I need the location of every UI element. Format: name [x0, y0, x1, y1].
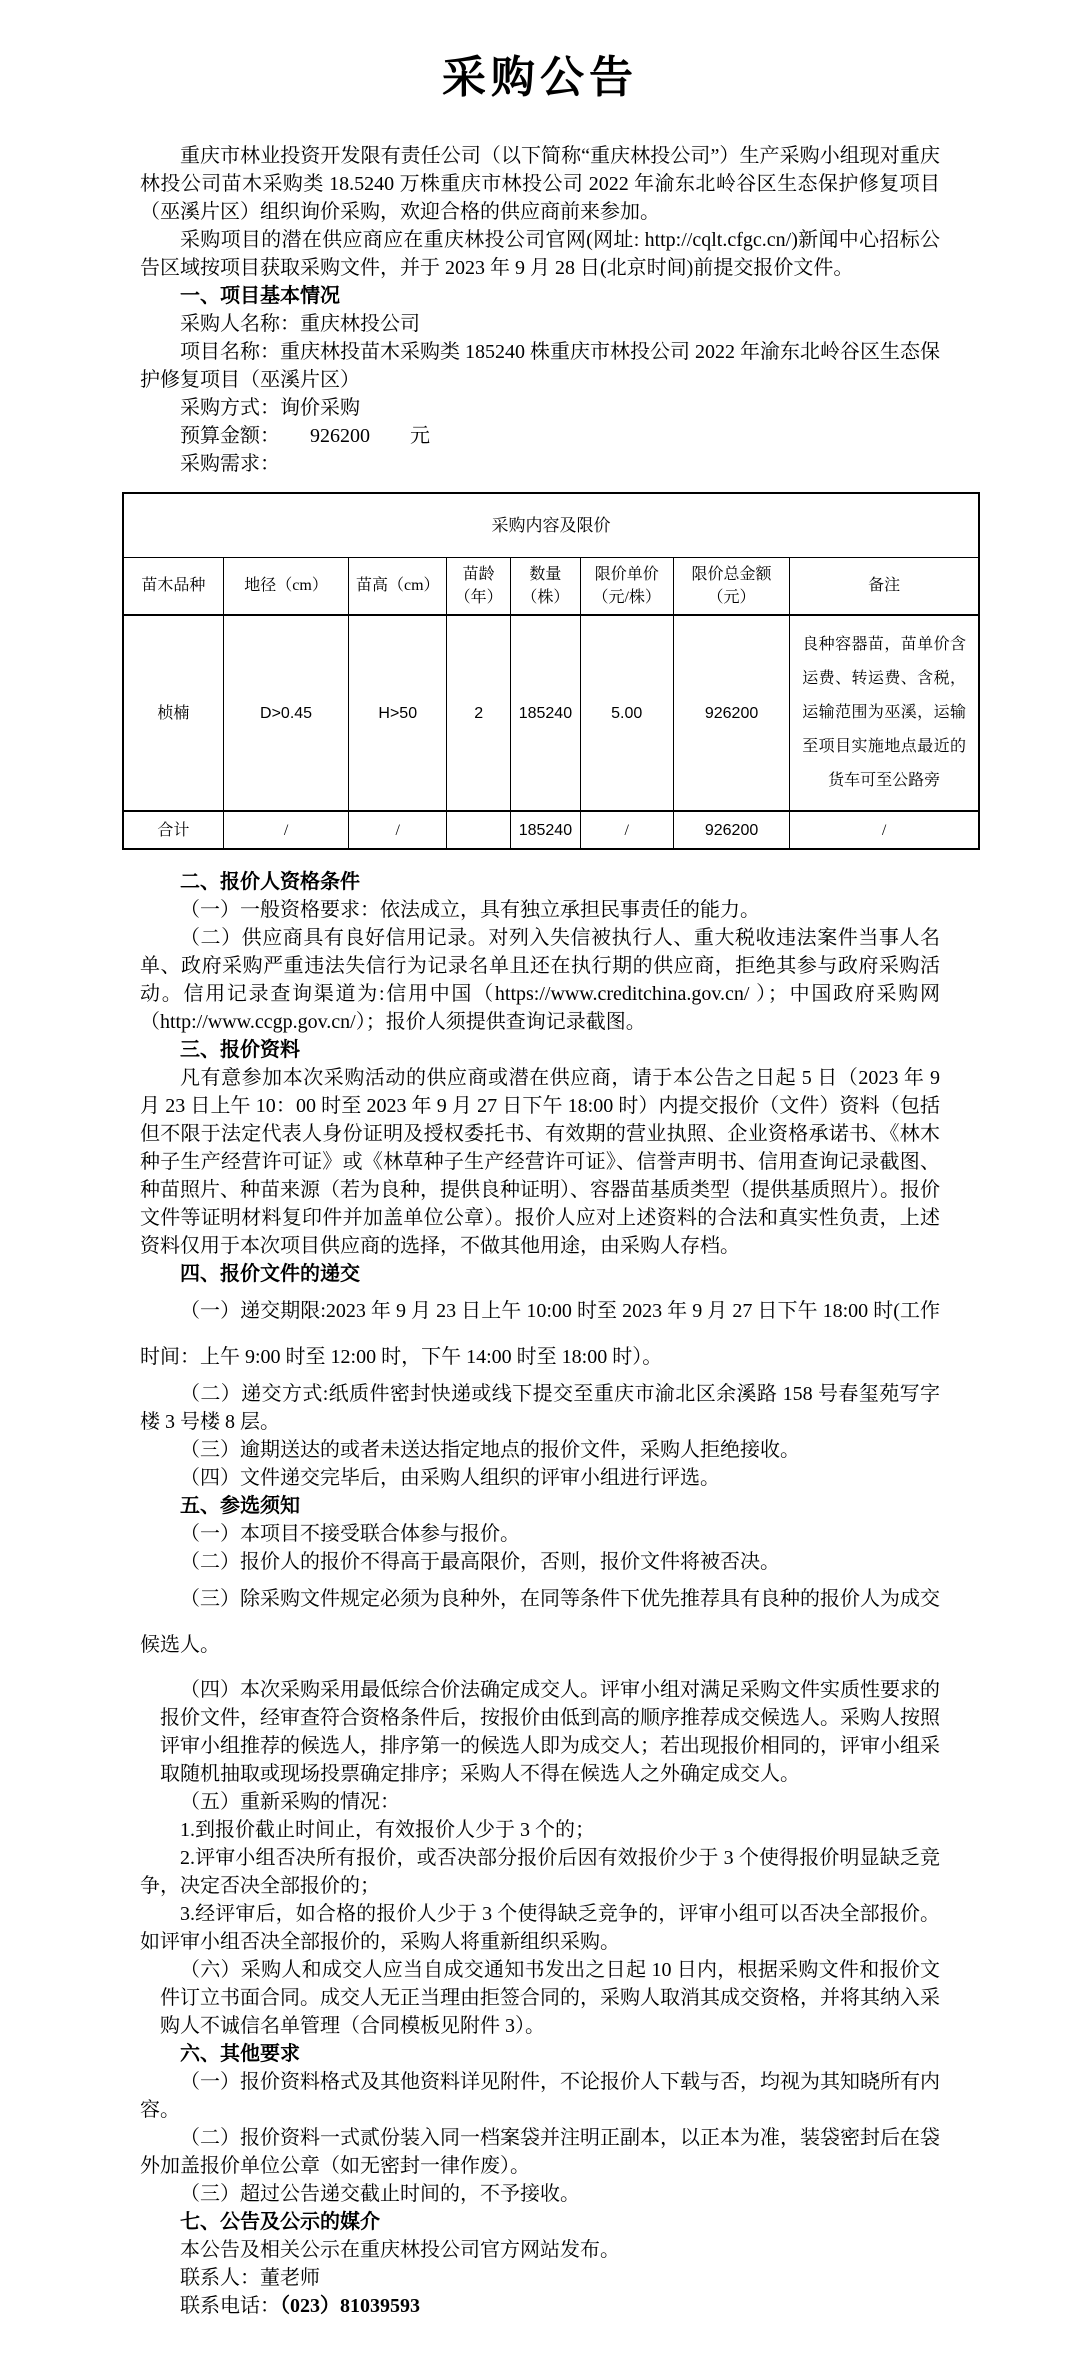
quantity-cell: 185240: [511, 615, 580, 811]
col-header-seedling-age: 苗龄 （年）: [447, 557, 511, 615]
total-price-cell: 926200: [673, 615, 789, 811]
total-quantity-cell: 185240: [511, 811, 580, 849]
s5-para-5: （五）重新采购的情况：: [180, 1791, 400, 1813]
s5-para-2: （二）报价人的报价不得高于最高限价，否则，报价文件将被否决。: [180, 1551, 780, 1573]
section-1-heading: 一、项目基本情况: [180, 285, 340, 307]
s3-para-1: 凡有意参加本次采购活动的供应商或潜在供应商，请于本公告之日起 5 日（2023 年 9 月 23 日上午 10：00 时至 2023 年 9 月 27 日下午 18:00 时）内提交报价（文件）资料（包括但不限于法定代表人身份证明及授权委托书、有效期的营业执照、企业资格承诺书、《林木种子生产经营许可证》或《林草种子生产经营许可证》、信誉声明书、信用查询记录截图、种苗照片、种苗来源（若为良种，提供良种证明）、容器苗基质类型（提供基质照片）。报价文件等证明材料复印件并加盖单位公章）。报价人应对上述资料的合法和真实性负责，上述资料仅用于本次项目供应商的选择，不做其他用途，由采购人存档。: [140, 1067, 940, 1257]
s4-para-1: （一）递交期限:2023 年 9 月 23 日上午 10:00 时至 2023 年 9 月 27 日下午 18:00 时(工作时间：上午 9:00 时至 12:00 时，下午 14:00 时至 18:00 时）。: [140, 1300, 940, 1368]
total-unit-price-cell: /: [580, 811, 673, 849]
s4-para-2: （二）递交方式:纸质件密封快递或线下提交至重庆市渝北区余溪路 158 号春玺苑写字楼 3 号楼 8 层。: [140, 1383, 940, 1433]
table-title: 采购内容及限价: [123, 493, 979, 557]
s4-para-4: （四）文件递交完毕后，由采购人组织的评审小组进行评选。: [180, 1467, 720, 1489]
demand-line: 采购需求：: [180, 453, 280, 475]
unit-price-cell: 5.00: [580, 615, 673, 811]
diameter-cell: D>0.45: [223, 615, 349, 811]
col-header-ground-diameter: 地径（cm）: [223, 557, 349, 615]
s5-para-4: （四）本次采购采用最低综合价法确定成交人。评审小组对满足采购文件实质性要求的报价文件，经审查符合资格条件后，按报价由低到高的顺序推荐成交候选人。采购人按照评审小组推荐的候选人，排序第一的候选人即为成交人；若出现报价相同的，评审小组采取随机抽取或现场投票确定排序；采购人不得在候选人之外确定成交人。: [160, 1679, 940, 1785]
buyer-name-line: 采购人名称：重庆林投公司: [180, 313, 420, 335]
table-header-row: [123, 557, 979, 615]
s6-para-1: （一）报价资料格式及其他资料详见附件，不论报价人下载与否，均视为其知晓所有内容。: [140, 2071, 940, 2121]
section-3-heading: 三、报价资料: [180, 1039, 300, 1061]
table-total-row: [123, 811, 979, 849]
total-age-cell: [447, 811, 511, 849]
s6-para-3: （三）超过公告递交截止时间的，不予接收。: [180, 2183, 580, 2205]
height-cell: H>50: [349, 615, 447, 811]
remark-cell: 良种容器苗，苗单价含运费、转运费、含税，运输范围为巫溪，运输至项目实施地点最近的货车可至公路旁: [790, 615, 979, 811]
table-data-row: [123, 615, 979, 811]
phone-number: （023）81039593: [280, 2295, 420, 2317]
col-header-remark: 备注: [790, 557, 979, 615]
section-6-heading: 六、其他要求: [180, 2043, 300, 2065]
contact-phone-line: [140, 2292, 940, 2320]
species-cell: 桢楠: [123, 615, 223, 811]
purchase-table: [122, 492, 980, 850]
col-header-quantity: 数量 （株）: [511, 557, 580, 615]
s5-para-3: （三）除采购文件规定必须为良种外，在同等条件下优先推荐具有良种的报价人为成交候选人。: [140, 1588, 940, 1656]
s5-para-6: 1.到报价截止时间止，有效报价人少于 3 个的；: [180, 1819, 595, 1841]
purchase-method-line: 采购方式：询价采购: [180, 397, 360, 419]
total-remark-cell: /: [790, 811, 979, 849]
publish-media-line: 本公告及相关公示在重庆林投公司官方网站发布。: [180, 2239, 620, 2261]
col-header-species: 苗木品种: [123, 557, 223, 615]
purchase-table-wrapper: [122, 492, 980, 850]
section-2-heading: 二、报价人资格条件: [180, 871, 360, 893]
s2-para-2: （二）供应商具有良好信用记录。对列入失信被执行人、重大税收违法案件当事人名单、政府采购严重违法失信行为记录名单且还在执行期的供应商，拒绝其参与政府采购活动。信用记录查询渠道为:信用中国（https://www.creditchina.gov.cn/ ）；中国政府采购网（http://www.ccgp.gov.cn/）；报价人须提供查询记录截图。: [140, 927, 940, 1033]
section-7-heading: 七、公告及公示的媒介: [180, 2211, 380, 2233]
budget-line: 预算金额： 926200 元: [180, 425, 430, 447]
project-name-line: 项目名称：重庆林投苗木采购类 185240 株重庆市林投公司 2022 年渝东北岭谷区生态保护修复项目（巫溪片区）: [140, 341, 940, 391]
s4-para-3: （三）逾期送达的或者未送达指定地点的报价文件，采购人拒绝接收。: [180, 1439, 800, 1461]
s5-para-9: （六）采购人和成交人应当自成交通知书发出之日起 10 日内，根据采购文件和报价文件订立书面合同。成交人无正当理由拒签合同的，采购人取消其成交资格，并将其纳入采购人不诚信名单管理（合同模板见附件 3）。: [160, 1959, 940, 2037]
phone-label: 联系电话：: [180, 2295, 280, 2317]
section-5-heading: 五、参选须知: [180, 1495, 300, 1517]
intro-paragraph-1: 重庆市林业投资开发限有责任公司（以下简称“重庆林投公司”）生产采购小组现对重庆林投公司苗木采购类 18.5240 万株重庆市林投公司 2022 年渝东北岭谷区生态保护修复项目（巫溪片区）组织询价采购，欢迎合格的供应商前来参加。: [140, 145, 940, 223]
col-header-seedling-height: 苗高（cm）: [349, 557, 447, 615]
section-4-heading: 四、报价文件的递交: [180, 1263, 360, 1285]
age-cell: 2: [447, 615, 511, 811]
total-label-cell: 合计: [123, 811, 223, 849]
s6-para-2: （二）报价资料一式贰份装入同一档案袋并注明正副本，以正本为准，装袋密封后在袋外加盖报价单位公章（如无密封一律作废）。: [140, 2127, 940, 2177]
total-diameter-cell: /: [223, 811, 349, 849]
total-height-cell: /: [349, 811, 447, 849]
contact-person-line: 联系人：董老师: [180, 2267, 320, 2289]
s5-para-8: 3.经评审后，如合格的报价人少于 3 个使得缺乏竞争的，评审小组可以否决全部报价。如评审小组否决全部报价的，采购人将重新组织采购。: [140, 1903, 940, 1953]
col-header-unit-price-limit: 限价单价 （元/株）: [580, 557, 673, 615]
s5-para-7: 2.评审小组否决所有报价，或否决部分报价后因有效报价少于 3 个使得报价明显缺乏竞争，决定否决全部报价的；: [140, 1847, 940, 1897]
table-title-row: [123, 493, 979, 557]
total-amount-cell: 926200: [673, 811, 789, 849]
intro-paragraph-2: 采购项目的潜在供应商应在重庆林投公司官网(网址: http://cqlt.cfgc.cn/)新闻中心招标公告区域按项目获取采购文件，并于 2023 年 9 月 28 日(北京时间)前提交报价文件。: [140, 229, 940, 279]
s5-para-1: （一）本项目不接受联合体参与报价。: [180, 1523, 520, 1545]
page-title: 采购公告: [442, 53, 638, 102]
col-header-total-price-limit: 限价总金额 （元）: [673, 557, 789, 615]
s2-para-1: （一）一般资格要求：依法成立，具有独立承担民事责任的能力。: [180, 899, 760, 921]
